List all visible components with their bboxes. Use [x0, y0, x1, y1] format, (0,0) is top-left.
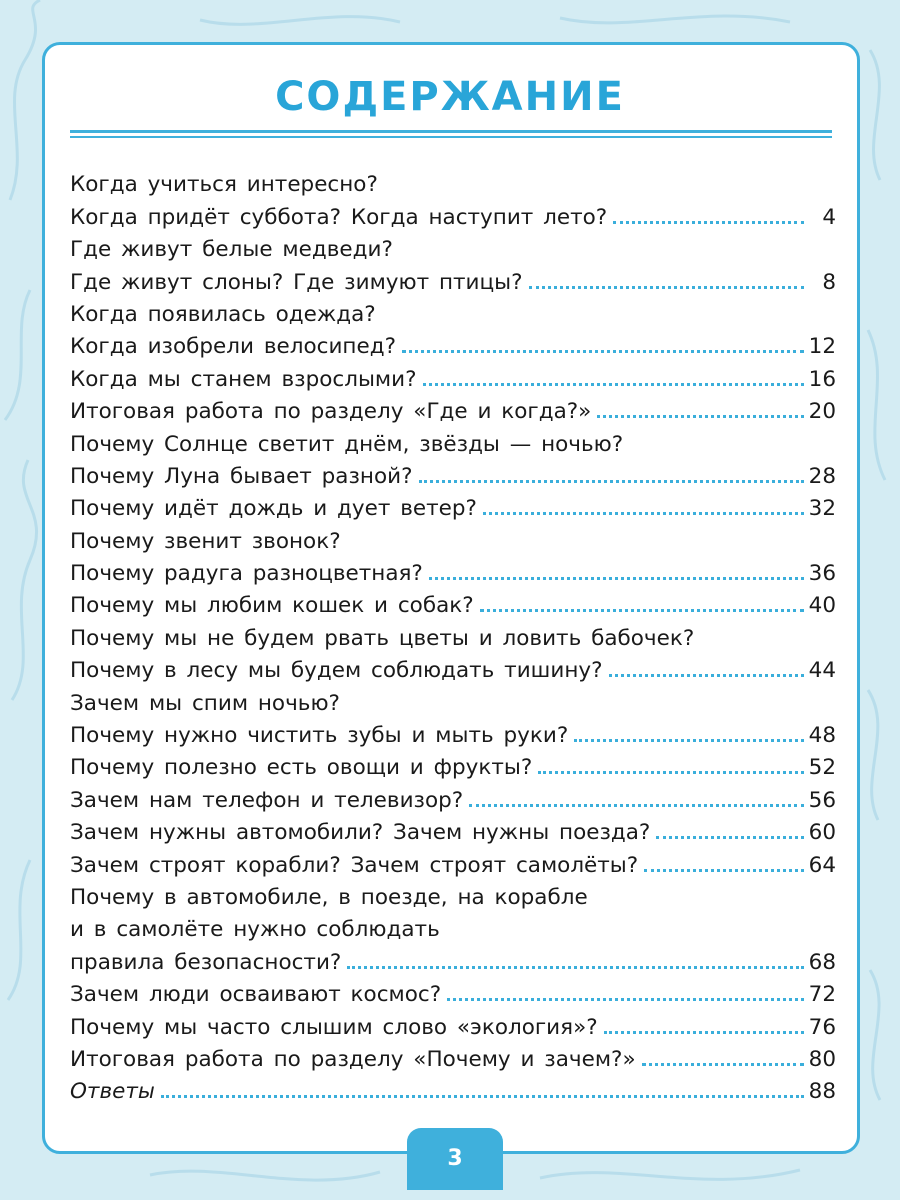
toc-entry-title: Почему в автомобиле, в поезде, на корабле	[70, 884, 588, 910]
toc-dot-leader	[642, 1063, 804, 1066]
toc-page-number: 36	[808, 561, 836, 587]
toc-dot-leader	[429, 577, 804, 580]
toc-dot-leader	[347, 966, 804, 969]
title-divider-thin	[70, 136, 832, 138]
toc-page-number: 20	[808, 399, 836, 425]
toc-page-number: 80	[808, 1046, 836, 1072]
toc-entry	[70, 1040, 836, 1072]
toc-entry	[70, 230, 836, 262]
toc-entry	[70, 780, 836, 812]
toc-entry	[70, 878, 836, 910]
toc-dot-leader	[447, 998, 804, 1001]
page-title: СОДЕРЖАНИЕ	[275, 74, 625, 120]
toc-page-number: 28	[808, 463, 836, 489]
toc-entry-title: Почему звенит звонок?	[70, 528, 341, 554]
table-of-contents	[70, 165, 836, 1104]
toc-page-number: 56	[808, 787, 836, 813]
toc-entry	[70, 197, 836, 229]
toc-entry-title: Когда появилась одежда?	[70, 301, 376, 327]
toc-dot-leader	[480, 609, 804, 612]
toc-entry	[70, 392, 836, 424]
toc-dot-leader	[613, 221, 804, 224]
toc-dot-leader	[529, 286, 804, 289]
toc-dot-leader	[656, 836, 804, 839]
toc-entry-title: Когда учиться интересно?	[70, 172, 378, 198]
toc-page-number: 32	[808, 496, 836, 522]
toc-entry	[70, 748, 836, 780]
toc-entry-title: Зачем нужны автомобили? Зачем нужны поезда?	[70, 820, 651, 846]
toc-page-number: 12	[808, 334, 836, 360]
toc-entry-title: правила безопасности?	[70, 949, 342, 975]
toc-dot-leader	[419, 480, 804, 483]
toc-entry-title: Почему мы любим кошек и собак?	[70, 593, 474, 619]
toc-entry	[70, 618, 836, 650]
toc-entry	[70, 813, 836, 845]
toc-entry-title: Почему в лесу мы будем соблюдать тишину?	[70, 658, 603, 684]
toc-entry-title: Когда придёт суббота? Когда наступит лето?	[70, 204, 608, 230]
toc-page-number: 16	[808, 366, 836, 392]
toc-entry-title: Когда изобрели велосипед?	[70, 334, 396, 360]
toc-entry-title: Почему идёт дождь и дует ветер?	[70, 496, 477, 522]
toc-entry-title: Где живут слоны? Где зимуют птицы?	[70, 269, 523, 295]
toc-entry-title: Почему нужно чистить зубы и мыть руки?	[70, 723, 569, 749]
toc-entry	[70, 521, 836, 553]
page-number: 3	[447, 1146, 463, 1171]
toc-entry-title: Когда мы станем взрослыми?	[70, 366, 417, 392]
toc-entry-title: Зачем строят корабли? Зачем строят самолёты?	[70, 852, 639, 878]
toc-dot-leader	[469, 804, 804, 807]
toc-dot-leader	[423, 383, 804, 386]
toc-page-number: 68	[808, 949, 836, 975]
toc-entry	[70, 165, 836, 197]
toc-entry	[70, 683, 836, 715]
toc-entry	[70, 424, 836, 456]
toc-entry-title: и в самолёте нужно соблюдать	[70, 917, 440, 943]
toc-dot-leader	[402, 350, 804, 353]
toc-dot-leader	[644, 869, 804, 872]
toc-entry-title: Почему радуга разноцветная?	[70, 561, 423, 587]
toc-entry-title: Зачем нам телефон и телевизор?	[70, 787, 464, 813]
toc-entry	[70, 1007, 836, 1039]
toc-entry	[70, 359, 836, 391]
toc-entry	[70, 327, 836, 359]
toc-entry	[70, 554, 836, 586]
toc-entry-title: Почему мы часто слышим слово «экология»?	[70, 1014, 598, 1040]
toc-page-number: 76	[808, 1014, 836, 1040]
toc-page-number: 64	[808, 852, 836, 878]
toc-entry-title: Ответы	[70, 1079, 155, 1105]
toc-entry	[70, 845, 836, 877]
toc-page-number: 48	[808, 723, 836, 749]
toc-dot-leader	[604, 1031, 804, 1034]
toc-entry-title: Почему мы не будем рвать цветы и ловить бабочек?	[70, 625, 695, 651]
toc-page-number: 52	[808, 755, 836, 781]
toc-page-number: 72	[808, 982, 836, 1008]
toc-entry-title: Итоговая работа по разделу «Где и когда?»	[70, 399, 592, 425]
toc-entry-title: Почему Солнце светит днём, звёзды — ночью?	[70, 431, 624, 457]
toc-entry-title: Почему Луна бывает разной?	[70, 463, 413, 489]
toc-entry	[70, 295, 836, 327]
toc-dot-leader	[597, 415, 804, 418]
toc-entry	[70, 489, 836, 521]
toc-entry	[70, 1072, 836, 1104]
toc-dot-leader	[538, 771, 804, 774]
toc-entry-title: Почему полезно есть овощи и фрукты?	[70, 755, 533, 781]
toc-entry-title: Где живут белые медведи?	[70, 237, 393, 263]
toc-entry	[70, 457, 836, 489]
toc-page-number: 4	[822, 204, 836, 230]
toc-dot-leader	[161, 1095, 804, 1098]
toc-entry	[70, 910, 836, 942]
toc-entry-title: Зачем люди осваивают космос?	[70, 982, 442, 1008]
toc-entry-title: Зачем мы спим ночью?	[70, 690, 340, 716]
toc-entry	[70, 716, 836, 748]
toc-entry	[70, 975, 836, 1007]
toc-page-number: 60	[808, 820, 836, 846]
toc-entry	[70, 262, 836, 294]
toc-page-number: 88	[808, 1079, 836, 1105]
toc-page-number: 8	[822, 269, 836, 295]
toc-page-number: 40	[808, 593, 836, 619]
toc-entry	[70, 586, 836, 618]
toc-page-number: 44	[808, 658, 836, 684]
toc-dot-leader	[574, 739, 804, 742]
title-divider	[70, 130, 832, 133]
toc-entry-title: Итоговая работа по разделу «Почему и зачем?»	[70, 1046, 636, 1072]
toc-entry	[70, 942, 836, 974]
toc-entry	[70, 651, 836, 683]
toc-dot-leader	[609, 674, 804, 677]
toc-dot-leader	[483, 512, 804, 515]
